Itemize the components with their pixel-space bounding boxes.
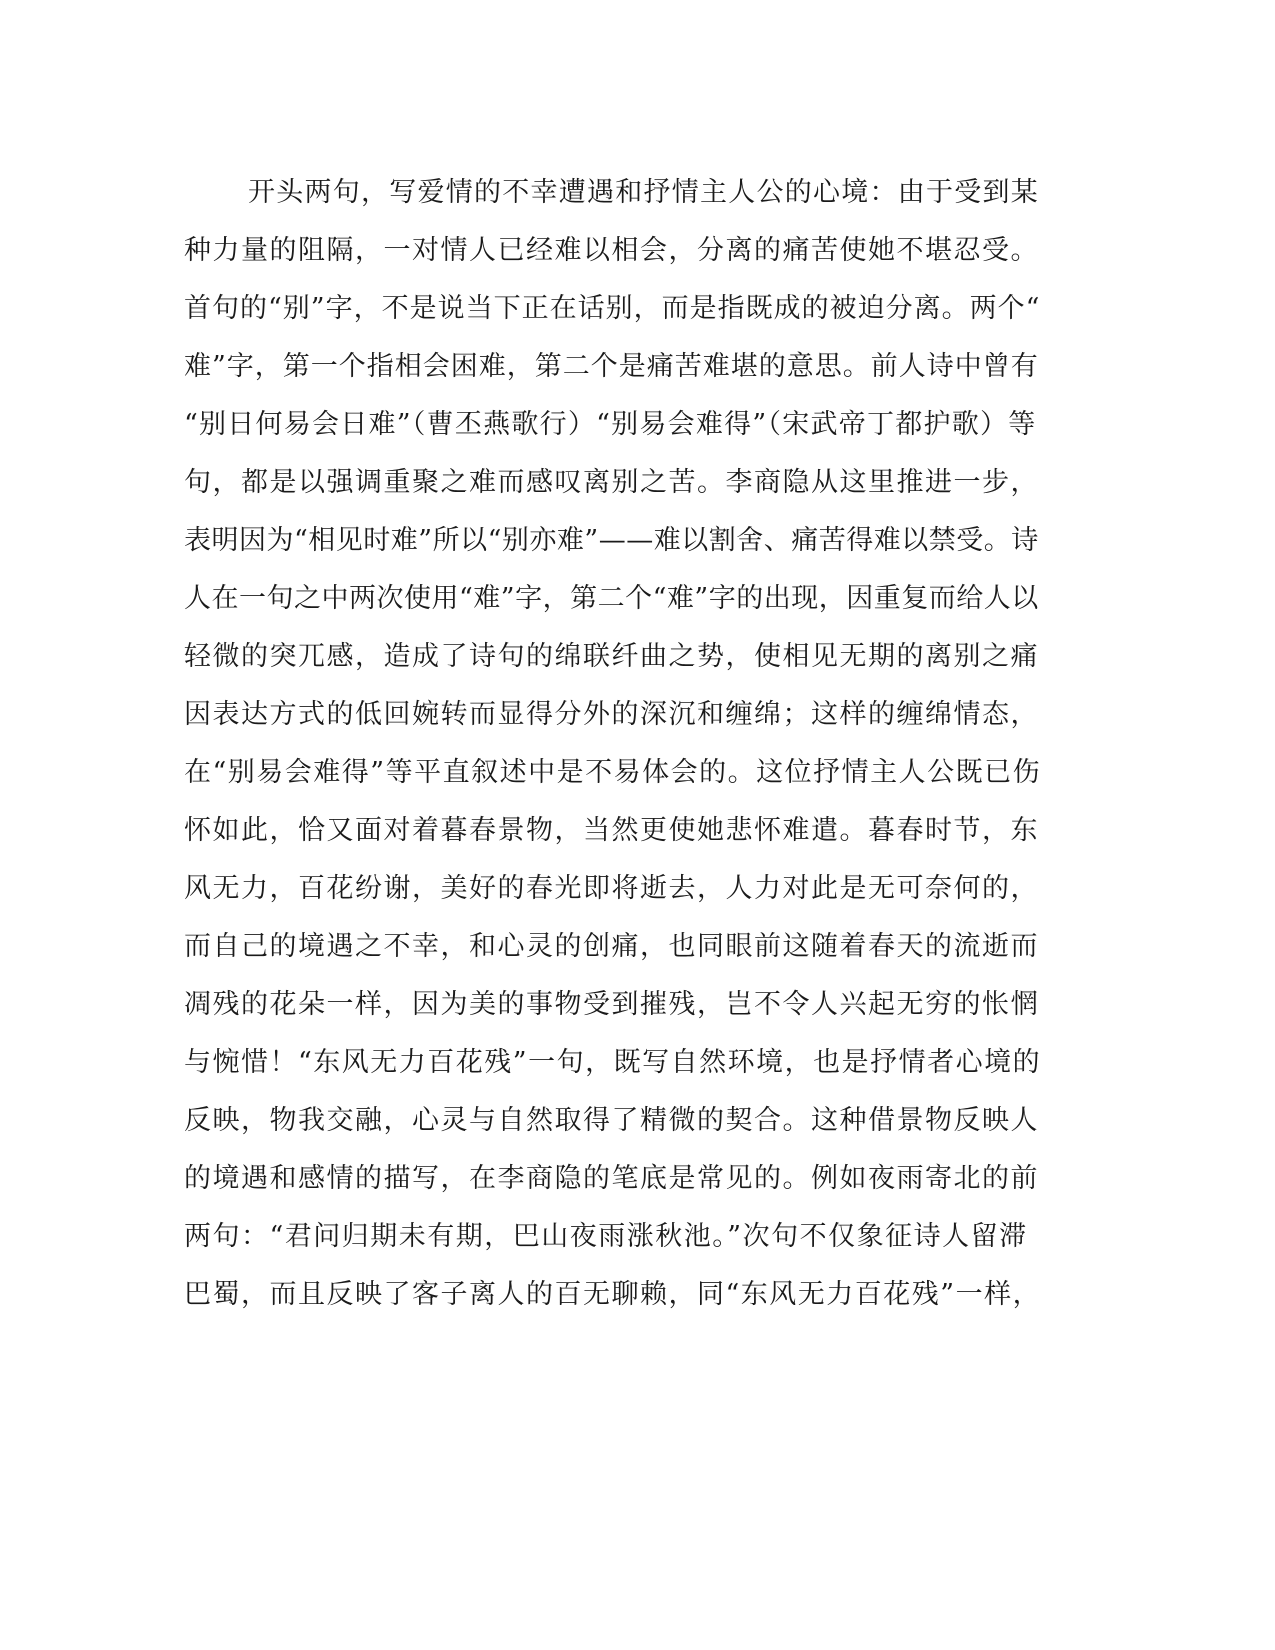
- paragraph-line: 在“别易会难得”等平直叙述中是不易体会的。这位抒情主人公既已伤: [184, 757, 1042, 788]
- paragraph-line: 种力量的阻隔，一对情人已经难以相会，分离的痛苦使她不堪忍受。: [184, 235, 1039, 266]
- paragraph-line: 巴蜀，而且反映了客子离人的百无聊赖，同“东风无力百花残”一样，: [184, 1279, 1042, 1310]
- paragraph-line: “别日何易会日难”（曹丕燕歌行）“别易会难得”（宋武帝丁都护歌）等: [184, 409, 1037, 440]
- paragraph-line: 凋残的花朵一样，因为美的事物受到摧残，岂不令人兴起无穷的怅惘: [184, 989, 1039, 1020]
- paragraph-line: 表明因为“相见时难”所以“别亦难”——难以割舍、痛苦得难以禁受。诗: [184, 525, 1039, 556]
- paragraph-line: 首句的“别”字，不是说当下正在话别，而是指既成的被迫分离。两个“: [184, 293, 1041, 324]
- paragraph-line: 句，都是以强调重聚之难而感叹离别之苦。李商隐从这里推进一步，: [184, 467, 1039, 498]
- paragraph-line: 轻微的突兀感，造成了诗句的绵联纤曲之势，使相见无期的离别之痛: [184, 641, 1039, 672]
- body-paragraph: [184, 164, 1044, 1324]
- paragraph-line: 而自己的境遇之不幸，和心灵的创痛，也同眼前这随着春天的流逝而: [184, 931, 1039, 962]
- paragraph-line: 风无力，百花纷谢，美好的春光即将逝去，人力对此是无可奈何的，: [184, 873, 1039, 904]
- paragraph-line: 反映，物我交融，心灵与自然取得了精微的契合。这种借景物反映人: [184, 1105, 1039, 1136]
- paragraph-line: 的境遇和感情的描写，在李商隐的笔底是常见的。例如夜雨寄北的前: [184, 1163, 1039, 1194]
- paragraph-line: 与惋惜！“东风无力百花残”一句，既写自然环境，也是抒情者心境的: [184, 1047, 1042, 1078]
- paragraph-line: 人在一句之中两次使用“难”字，第二个“难”字的出现，因重复而给人以: [184, 583, 1039, 614]
- paragraph-line: 两句：“君问归期未有期，巴山夜雨涨秋池。”次句不仅象征诗人留滞: [184, 1221, 1028, 1252]
- paragraph-line: 因表达方式的低回婉转而显得分外的深沉和缠绵；这样的缠绵情态，: [184, 699, 1039, 730]
- paragraph-line: 难”字，第一个指相会困难，第二个是痛苦难堪的意思。前人诗中曾有: [184, 351, 1039, 382]
- paragraph-line: 开头两句，写爱情的不幸遭遇和抒情主人公的心境：由于受到某: [248, 177, 1039, 208]
- paragraph-line: 怀如此，恰又面对着暮春景物，当然更使她悲怀难遣。暮春时节，东: [184, 815, 1039, 846]
